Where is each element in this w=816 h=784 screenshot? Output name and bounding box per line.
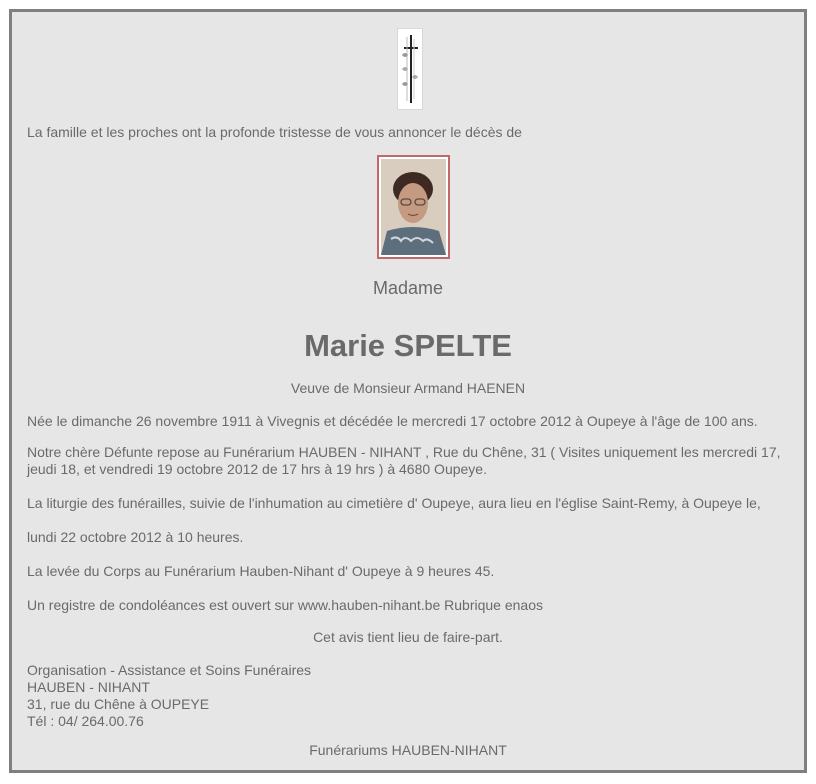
birth-death-text: Née le dimanche 26 novembre 1911 à Vivegnis et décédée le mercredi 17 octobre 2012 à Oupeye à l'âge de 100 ans. bbox=[27, 413, 758, 429]
portrait-photo bbox=[377, 155, 450, 259]
intro-text: La famille et les proches ont la profonde tristesse de vous annoncer le décès de bbox=[27, 124, 522, 140]
organisation-address: 31, rue du Chêne à OUPEYE bbox=[27, 696, 210, 712]
funeral-text: La liturgie des funérailles, suivie de l'inhumation au cimetière d' Oupeye, aura lieu en l'église Saint-Remy, à Oupeye le, bbox=[27, 495, 761, 511]
organisation-block bbox=[27, 662, 311, 730]
register-text: Un registre de condoléances est ouvert sur www.hauben-nihant.be Rubrique enaos bbox=[27, 597, 543, 613]
obituary-card bbox=[9, 9, 807, 773]
cross-icon bbox=[398, 29, 422, 109]
organisation-name: HAUBEN - NIHANT bbox=[27, 679, 150, 695]
salutation: Madame bbox=[372, 278, 444, 298]
organisation-phone: Tél : 04/ 264.00.76 bbox=[27, 713, 144, 729]
organisation-line: Organisation - Assistance et Soins Funéraires bbox=[27, 662, 312, 678]
departure-text: La levée du Corps au Funérarium Hauben-Nihant d' Oupeye à 9 heures 45. bbox=[27, 563, 495, 579]
funeral-date: lundi 22 octobre 2012 à 10 heures. bbox=[27, 529, 244, 545]
notice-text: Cet avis tient lieu de faire-part. bbox=[313, 629, 503, 645]
viewing-text: Notre chère Défunte repose au Funérarium HAUBEN - NIHANT , Rue du Chêne, 31 ( Visites uniquement les mercredi 17, jeudi 18, et vendredi 19 octobre 2012 de 17 hrs à 19 hrs ) à 4680 Oupeye. bbox=[27, 444, 781, 477]
footer-text: Funérariums HAUBEN-NIHANT bbox=[309, 742, 507, 758]
widow-of: Veuve de Monsieur Armand HAENEN bbox=[290, 380, 526, 396]
deceased-name: Marie SPELTE bbox=[304, 328, 512, 363]
